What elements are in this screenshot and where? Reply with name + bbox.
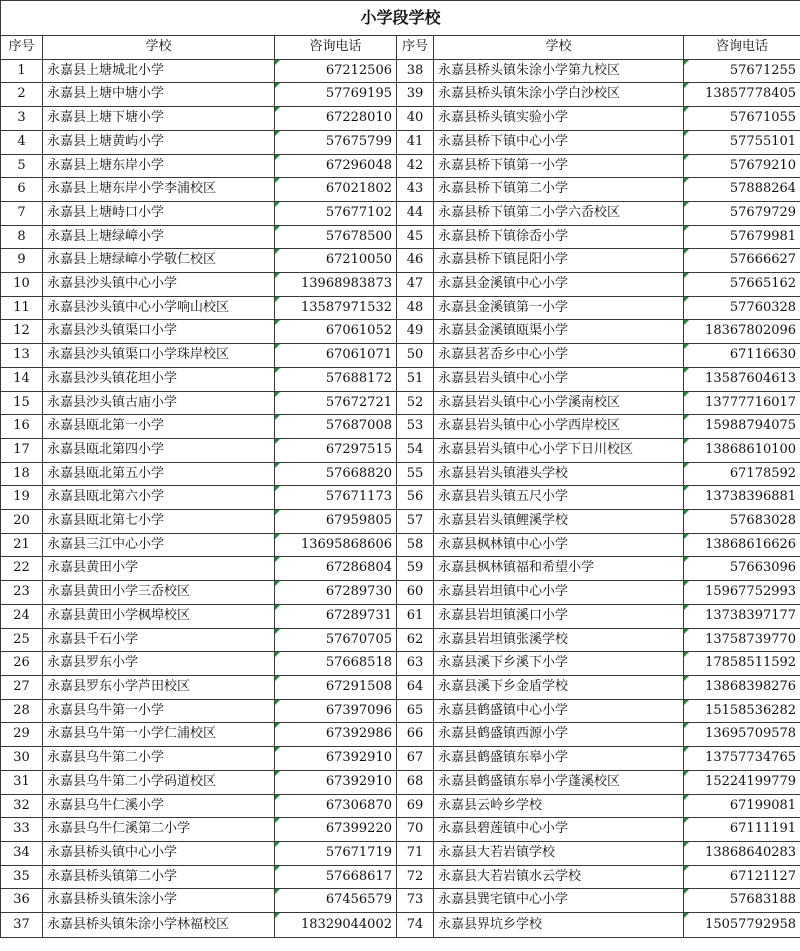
school-name: 永嘉县岩坦镇中心小学 [434,581,684,605]
phone-number: 67297515 [275,438,397,462]
table-row [1,699,800,723]
school-name: 永嘉县鹤盛镇西源小学 [434,723,684,747]
phone-number: 15224199779 [684,770,800,794]
row-index: 65 [397,699,434,723]
phone-number: 67296048 [275,154,397,178]
row-index: 2 [1,83,43,107]
phone-number: 67392910 [275,747,397,771]
phone-number: 67178592 [684,462,800,486]
school-name: 永嘉县千石小学 [43,628,275,652]
phone-number: 67210050 [275,249,397,273]
row-index: 26 [1,652,43,676]
school-name: 永嘉县枫林镇福和希望小学 [434,557,684,581]
school-name: 永嘉县乌牛第一小学 [43,699,275,723]
row-index: 36 [1,889,43,913]
school-name: 永嘉县金溪镇第一小学 [434,296,684,320]
row-index: 19 [1,486,43,510]
row-index: 11 [1,296,43,320]
phone-number: 67306870 [275,794,397,818]
table-row [1,794,800,818]
row-index: 8 [1,225,43,249]
phone-number: 13695709578 [684,723,800,747]
school-name: 永嘉县岩头镇中心小学下日川校区 [434,438,684,462]
row-index: 70 [397,818,434,842]
table-row [1,462,800,486]
phone-number: 18329044002 [275,913,397,938]
phone-number: 18367802096 [684,320,800,344]
row-index: 17 [1,438,43,462]
table-row [1,675,800,699]
school-name: 永嘉县桥头镇朱涂小学林福校区 [43,913,275,938]
table-row [1,296,800,320]
row-index: 61 [397,604,434,628]
table-row [1,367,800,391]
phone-number: 57675799 [275,130,397,154]
phone-number: 67121127 [684,865,800,889]
row-index: 59 [397,557,434,581]
phone-number: 57687008 [275,415,397,439]
row-index: 42 [397,154,434,178]
school-name: 永嘉县鹤盛镇东皋小学 [434,747,684,771]
phone-number: 57677102 [275,201,397,225]
header-school: 学校 [43,36,275,60]
school-name: 永嘉县瓯北第七小学 [43,510,275,534]
table-row [1,841,800,865]
row-index: 52 [397,391,434,415]
phone-number: 67959805 [275,510,397,534]
row-index: 31 [1,770,43,794]
table-row [1,913,800,938]
phone-number: 67399220 [275,818,397,842]
phone-number: 13757734765 [684,747,800,771]
row-index: 49 [397,320,434,344]
row-index: 4 [1,130,43,154]
row-index: 50 [397,344,434,368]
row-index: 32 [1,794,43,818]
phone-number: 67289730 [275,581,397,605]
phone-number: 13868610100 [684,438,800,462]
header-index: 序号 [397,36,434,60]
school-name: 永嘉县枫林镇中心小学 [434,533,684,557]
table-row [1,581,800,605]
row-index: 24 [1,604,43,628]
school-name: 永嘉县罗东小学芦田校区 [43,675,275,699]
phone-number: 57663096 [684,557,800,581]
school-name: 永嘉县乌牛仁溪小学 [43,794,275,818]
row-index: 27 [1,675,43,699]
row-index: 25 [1,628,43,652]
row-index: 16 [1,415,43,439]
phone-number: 57668820 [275,462,397,486]
school-name: 永嘉县桥下镇第二小学六岙校区 [434,201,684,225]
row-index: 54 [397,438,434,462]
phone-number: 67456579 [275,889,397,913]
row-index: 38 [397,59,434,83]
table-row [1,723,800,747]
school-name: 永嘉县桥头镇实验小学 [434,107,684,131]
phone-number: 13695868606 [275,533,397,557]
row-index: 12 [1,320,43,344]
row-index: 55 [397,462,434,486]
table-row [1,628,800,652]
school-name: 永嘉县岩头镇港头学校 [434,462,684,486]
row-index: 10 [1,273,43,297]
phone-number: 13968983873 [275,273,397,297]
phone-number: 67291508 [275,675,397,699]
school-name: 永嘉县桥头镇朱涂小学白沙校区 [434,83,684,107]
table-row [1,320,800,344]
school-name: 永嘉县瓯北第一小学 [43,415,275,439]
school-name: 永嘉县桥下镇中心小学 [434,130,684,154]
phone-number: 13857778405 [684,83,800,107]
phone-number: 13587604613 [684,367,800,391]
table-row [1,652,800,676]
school-name: 永嘉县沙头镇中心小学响山校区 [43,296,275,320]
phone-number: 15158536282 [684,699,800,723]
row-index: 41 [397,130,434,154]
row-index: 58 [397,533,434,557]
phone-number: 67116630 [684,344,800,368]
row-index: 40 [397,107,434,131]
school-name: 永嘉县桥头镇朱涂小学 [43,889,275,913]
phone-number: 57888264 [684,178,800,202]
row-index: 57 [397,510,434,534]
phone-number: 57683028 [684,510,800,534]
school-name: 永嘉县岩头镇中心小学 [434,367,684,391]
row-index: 35 [1,865,43,889]
table-row [1,747,800,771]
phone-number: 15988794075 [684,415,800,439]
phone-number: 57679729 [684,201,800,225]
table-row [1,107,800,131]
school-name: 永嘉县桥下镇第一小学 [434,154,684,178]
row-index: 13 [1,344,43,368]
school-name: 永嘉县三江中心小学 [43,533,275,557]
phone-number: 67111191 [684,818,800,842]
table-row [1,818,800,842]
phone-number: 57679210 [684,154,800,178]
school-name: 永嘉县大若岩镇学校 [434,841,684,865]
row-index: 63 [397,652,434,676]
school-name: 永嘉县金溪镇瓯渠小学 [434,320,684,344]
table-row [1,249,800,273]
row-index: 15 [1,391,43,415]
row-index: 33 [1,818,43,842]
phone-number: 13758739770 [684,628,800,652]
school-name: 永嘉县上塘黄屿小学 [43,130,275,154]
phone-number: 57671055 [684,107,800,131]
table-row [1,201,800,225]
row-index: 37 [1,913,43,938]
table-row [1,130,800,154]
table-row [1,391,800,415]
school-name: 永嘉县上塘城北小学 [43,59,275,83]
row-index: 28 [1,699,43,723]
phone-number: 57665162 [684,273,800,297]
school-name: 永嘉县桥头镇第二小学 [43,865,275,889]
row-index: 5 [1,154,43,178]
school-name: 永嘉县沙头镇花坦小学 [43,367,275,391]
phone-number: 57679981 [684,225,800,249]
row-index: 47 [397,273,434,297]
row-index: 6 [1,178,43,202]
phone-number: 57760328 [684,296,800,320]
school-name: 永嘉县金溪镇中心小学 [434,273,684,297]
phone-number: 13738397177 [684,604,800,628]
school-name: 永嘉县沙头镇古庙小学 [43,391,275,415]
row-index: 51 [397,367,434,391]
row-index: 67 [397,747,434,771]
phone-number: 57672721 [275,391,397,415]
phone-number: 57683188 [684,889,800,913]
row-index: 18 [1,462,43,486]
table-row [1,533,800,557]
school-name: 永嘉县瓯北第五小学 [43,462,275,486]
row-index: 53 [397,415,434,439]
row-index: 46 [397,249,434,273]
row-index: 44 [397,201,434,225]
table-row [1,865,800,889]
phone-number: 67061052 [275,320,397,344]
school-name: 永嘉县桥下镇第二小学 [434,178,684,202]
header-phone: 咨询电话 [684,36,800,60]
row-index: 56 [397,486,434,510]
school-name: 永嘉县桥下镇昆阳小学 [434,249,684,273]
header-school: 学校 [434,36,684,60]
header-index: 序号 [1,36,43,60]
school-name: 永嘉县桥下镇徐岙小学 [434,225,684,249]
phone-number: 15967752993 [684,581,800,605]
school-name: 永嘉县沙头镇渠口小学珠岸校区 [43,344,275,368]
table-body [1,59,800,937]
school-name: 永嘉县黄田小学 [43,557,275,581]
school-name: 永嘉县溪下乡金盾学校 [434,675,684,699]
school-name: 永嘉县乌牛第一小学仁浦校区 [43,723,275,747]
row-index: 43 [397,178,434,202]
table-row [1,59,800,83]
row-index: 45 [397,225,434,249]
phone-number: 57668617 [275,865,397,889]
header-row [1,36,800,60]
row-index: 14 [1,367,43,391]
school-name: 永嘉县罗东小学 [43,652,275,676]
row-index: 69 [397,794,434,818]
phone-number: 57666627 [684,249,800,273]
school-name: 永嘉县沙头镇渠口小学 [43,320,275,344]
phone-number: 57755101 [684,130,800,154]
table-row [1,604,800,628]
school-name: 永嘉县巽宅镇中心小学 [434,889,684,913]
school-name: 永嘉县鹤盛镇东皋小学蓬溪校区 [434,770,684,794]
row-index: 72 [397,865,434,889]
row-index: 23 [1,581,43,605]
school-name: 永嘉县上塘东岸小学 [43,154,275,178]
phone-number: 67392910 [275,770,397,794]
row-index: 21 [1,533,43,557]
phone-number: 67061071 [275,344,397,368]
phone-number: 13868640283 [684,841,800,865]
table-row [1,486,800,510]
school-name: 永嘉县上塘中塘小学 [43,83,275,107]
school-name: 永嘉县岩坦镇张溪学校 [434,628,684,652]
school-name: 永嘉县岩坦镇溪口小学 [434,604,684,628]
row-index: 1 [1,59,43,83]
row-index: 39 [397,83,434,107]
school-name: 永嘉县瓯北第四小学 [43,438,275,462]
row-index: 20 [1,510,43,534]
phone-number: 57671173 [275,486,397,510]
row-index: 73 [397,889,434,913]
table-row [1,273,800,297]
phone-number: 67289731 [275,604,397,628]
phone-number: 67212506 [275,59,397,83]
phone-number: 13587971532 [275,296,397,320]
phone-number: 15057792958 [684,913,800,938]
phone-number: 13777716017 [684,391,800,415]
row-index: 30 [1,747,43,771]
page-title: 小学段学校 [1,1,800,36]
table-row [1,83,800,107]
school-name: 永嘉县茗岙乡中心小学 [434,344,684,368]
phone-number: 57678500 [275,225,397,249]
school-name: 永嘉县上塘绿嶂小学 [43,225,275,249]
row-index: 48 [397,296,434,320]
school-name: 永嘉县黄田小学枫埠校区 [43,604,275,628]
school-name: 永嘉县碧莲镇中心小学 [434,818,684,842]
phone-number: 67286804 [275,557,397,581]
phone-number: 57668518 [275,652,397,676]
school-name: 永嘉县上塘东岸小学李浦校区 [43,178,275,202]
phone-number: 57670705 [275,628,397,652]
row-index: 7 [1,201,43,225]
row-index: 68 [397,770,434,794]
row-index: 66 [397,723,434,747]
row-index: 60 [397,581,434,605]
header-phone: 咨询电话 [275,36,397,60]
phone-number: 67228010 [275,107,397,131]
row-index: 71 [397,841,434,865]
table-row [1,415,800,439]
school-name: 永嘉县岩头镇中心小学西岸校区 [434,415,684,439]
table-row [1,770,800,794]
phone-number: 13738396881 [684,486,800,510]
phone-number: 57769195 [275,83,397,107]
phone-number: 57671255 [684,59,800,83]
school-name: 永嘉县溪下乡溪下小学 [434,652,684,676]
phone-number: 57671719 [275,841,397,865]
school-name: 永嘉县黄田小学三岙校区 [43,581,275,605]
table-row [1,889,800,913]
school-name: 永嘉县上塘绿嶂小学敬仁校区 [43,249,275,273]
table-row [1,225,800,249]
table-row [1,510,800,534]
school-name: 永嘉县鹤盛镇中心小学 [434,699,684,723]
phone-number: 17858511592 [684,652,800,676]
table-row [1,344,800,368]
school-name: 永嘉县瓯北第六小学 [43,486,275,510]
school-name: 永嘉县岩头镇鲤溪学校 [434,510,684,534]
table-row [1,557,800,581]
row-index: 74 [397,913,434,938]
school-name: 永嘉县乌牛第二小学 [43,747,275,771]
phone-number: 67392986 [275,723,397,747]
row-index: 9 [1,249,43,273]
school-name: 永嘉县桥头镇朱涂小学第九校区 [434,59,684,83]
row-index: 34 [1,841,43,865]
school-name: 永嘉县云岭乡学校 [434,794,684,818]
table-row [1,178,800,202]
row-index: 64 [397,675,434,699]
phone-number: 67021802 [275,178,397,202]
school-name: 永嘉县岩头镇中心小学溪南校区 [434,391,684,415]
phone-number: 57688172 [275,367,397,391]
row-index: 29 [1,723,43,747]
school-name: 永嘉县乌牛仁溪第二小学 [43,818,275,842]
school-name: 永嘉县上塘下塘小学 [43,107,275,131]
phone-number: 67397096 [275,699,397,723]
table-row [1,438,800,462]
row-index: 62 [397,628,434,652]
phone-number: 13868616626 [684,533,800,557]
school-name: 永嘉县上塘峙口小学 [43,201,275,225]
phone-number: 13868398276 [684,675,800,699]
school-name: 永嘉县大若岩镇水云学校 [434,865,684,889]
school-name: 永嘉县桥头镇中心小学 [43,841,275,865]
school-name: 永嘉县界坑乡学校 [434,913,684,938]
row-index: 3 [1,107,43,131]
table-row [1,154,800,178]
phone-number: 67199081 [684,794,800,818]
school-name: 永嘉县岩头镇五尺小学 [434,486,684,510]
school-name: 永嘉县乌牛第二小学码道校区 [43,770,275,794]
school-name: 永嘉县沙头镇中心小学 [43,273,275,297]
row-index: 22 [1,557,43,581]
